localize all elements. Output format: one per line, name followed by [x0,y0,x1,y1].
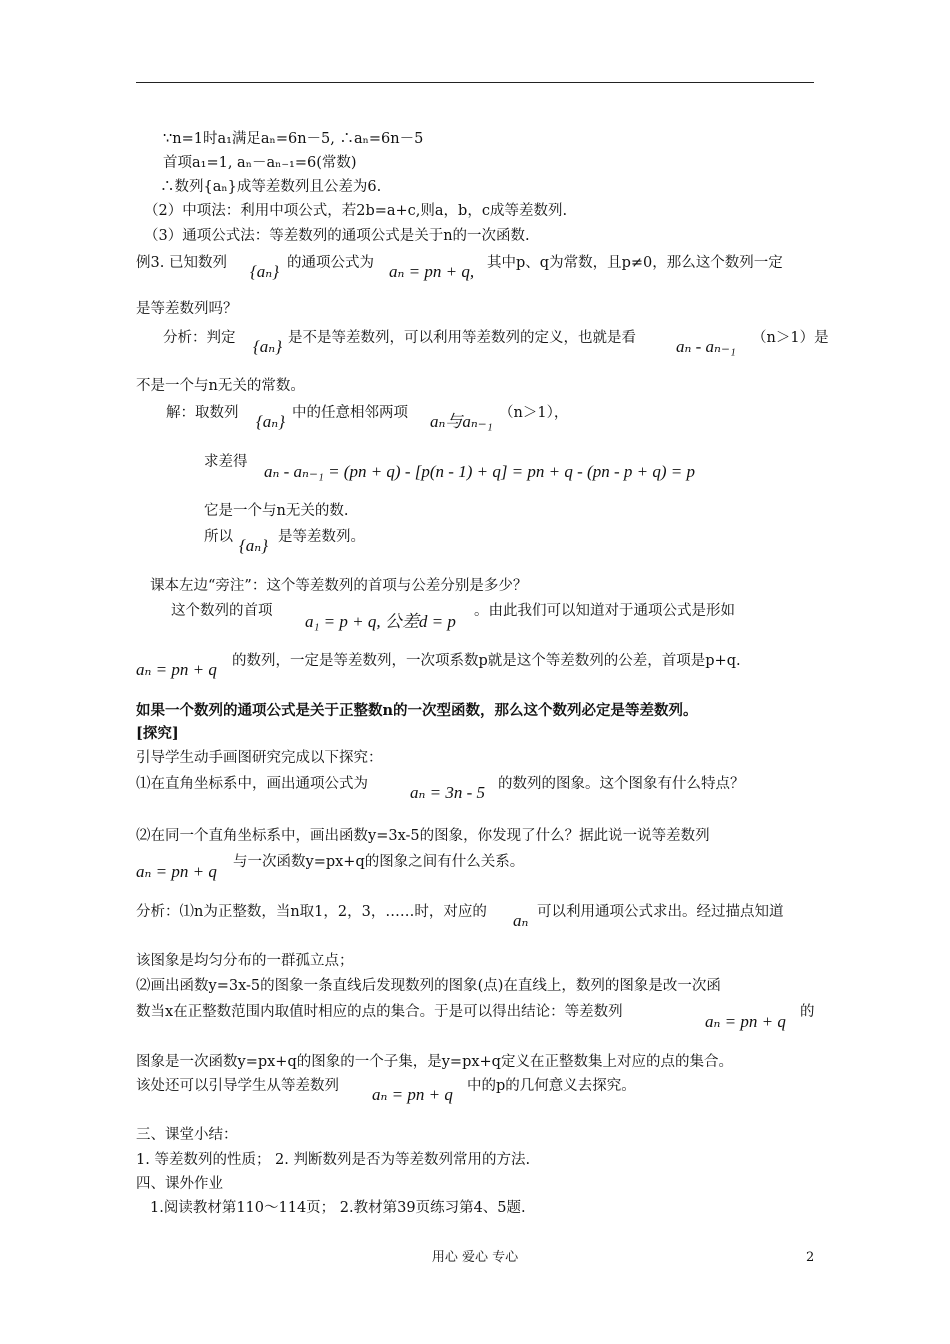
text-line: ∵n=1时a₁满足aₙ=6n－5, ∴aₙ=6n－5 [163,131,424,147]
text-line: 所以 [204,529,233,545]
section-heading-homework: 四、课外作业 [136,1176,223,1192]
text-line: ⑵在同一个直角坐标系中，画出函数y=3x-5的图象，你发现了什么？据此说一说等差数列 [136,828,710,844]
text-line: 其中p、q为常数，且p≠0，那么这个数列一定 [487,255,783,271]
key-conclusion: 如果一个数列的通项公式是关于正整数n的一次型函数，那么这个数列必定是等差数列。 [136,702,698,719]
text-line: 的数列的图象。这个图象有什么特点？ [498,776,745,792]
formula-an-pnq: aₙ = pn + q [705,1012,786,1031]
text-line: 。由此我们可以知道对于通项公式是形如 [474,603,735,619]
text-line: 求差得 [204,454,248,470]
formula-an-pnq: aₙ = pn + q [372,1085,453,1104]
text-line: （2）中项法：利用中项公式，若2b=a+c,则a，b，c成等差数列. [144,203,568,219]
section-heading-explore: [探究] [136,725,179,742]
text-line: 课本左边“旁注”：这个等差数列的首项与公差分别是多少？ [150,578,528,594]
text-line: 中的p的几何意义去探究。 [467,1078,636,1094]
text-line: 是等差数列吗？ [136,301,238,317]
formula-an-and: aₙ与aₙ₋₁ [430,412,493,431]
formula-set-an: {aₙ} [250,262,279,281]
text-line: 1. 等差数列的性质； 2. 判断数列是否为等差数列常用的方法. [136,1152,531,1168]
text-line: ⑴在直角坐标系中，画出通项公式为 [136,776,368,792]
text-line: 是不是等差数列，可以利用等差数列的定义，也就是看 [288,330,636,346]
section-heading-summary: 三、课堂小结： [136,1127,238,1143]
text-line: 可以利用通项公式求出。经过描点知道 [537,904,784,920]
text-line: ∴数列{aₙ}成等差数列且公差为6. [160,179,382,195]
text-line: 数当x在正整数范围内取值时相应的点的集合。于是可以得出结论：等差数列 [136,1004,623,1020]
text-line: 分析：⑴n为正整数，当n取1，2，3，……时，对应的 [136,904,487,920]
text-line: 不是一个与n无关的常数。 [136,378,305,394]
text-line: 该处还可以引导学生从等差数列 [136,1078,339,1094]
header-rule [136,82,814,83]
formula-set-an: {aₙ} [239,536,268,555]
formula-an-pnq: aₙ = pn + q [136,660,217,679]
text-line: 1.阅读教材第110～114页； 2.教材第39页练习第4、5题. [150,1200,526,1216]
text-line: （n＞1）， [499,405,569,421]
text-line: 它是一个与n无关的数. [204,503,349,519]
text-line: 与一次函数y=px+q的图象之间有什么关系。 [233,854,525,870]
formula-an-3n5: aₙ = 3n - 5 [410,783,486,802]
analysis-label: 分析：判定 [163,330,236,346]
formula-an-diff: aₙ - aₙ₋₁ [676,337,736,356]
formula-set-an: {aₙ} [253,337,282,356]
text-line: 的数列，一定是等差数列，一次项系数p就是这个等差数列的公差，首项是p+q. [232,653,741,669]
formula-difference: aₙ - aₙ₋₁ = (pn + q) - [p(n - 1) + q] = pn + q - (pn - p + q) = p [264,462,695,481]
page-number: 2 [806,1250,815,1265]
formula-an-pnq: aₙ = pn + q [136,862,217,881]
text-line: ⑵画出函数y=3x-5的图象一条直线后发现数列的图象(点)在直线上，数列的图象是改一次函 [136,978,721,994]
text-line: 该图象是均匀分布的一群孤立点； [136,953,354,969]
text-line: 首项a₁=1, aₙ－aₙ₋₁=6(常数) [163,155,357,171]
text-line: 的通项公式为 [287,255,374,271]
text-line: 图象是一次函数y=px+q的图象的一个子集，是y=px+q定义在正整数集上对应的点的集合。 [136,1054,733,1070]
text-line: （n＞1）是 [752,330,829,346]
text-line: （3）通项公式法：等差数列的通项公式是关于n的一次函数. [144,228,530,244]
text-line: 这个数列的首项 [171,603,273,619]
formula-an-pnq: aₙ = pn + q, [389,262,475,281]
footer-motto: 用心 爱心 专心 [431,1250,519,1265]
solution-label: 解：取数列 [166,405,239,421]
text-line: 中的任意相邻两项 [292,405,408,421]
text-line: 引导学生动手画图研究完成以下探究： [136,750,383,766]
example-label: 例3. 已知数列 [136,255,227,271]
text-line: 的 [800,1004,815,1020]
formula-first-term: a₁ = p + q, 公差d = p [305,612,456,631]
text-line: 是等差数列。 [278,529,365,545]
formula-set-an: {aₙ} [256,412,285,431]
formula-an: aₙ [513,911,529,930]
